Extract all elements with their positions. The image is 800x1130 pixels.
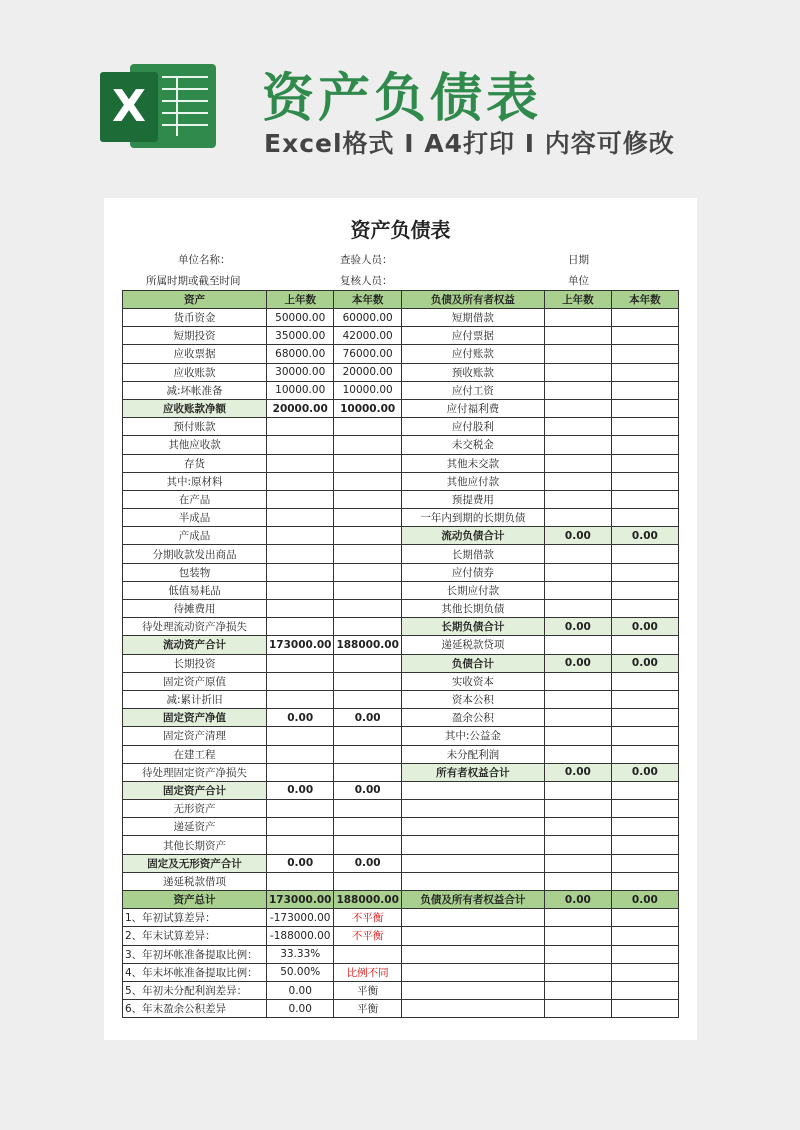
table-cell[interactable]: 递延资产 [123, 818, 267, 836]
table-cell[interactable]: 0.00 [267, 709, 334, 727]
table-cell[interactable]: 流动负债合计 [401, 527, 544, 545]
table-cell[interactable]: 应收账款 [123, 363, 267, 381]
table-cell[interactable] [544, 472, 611, 490]
table-cell[interactable]: 预提费用 [401, 490, 544, 508]
table-cell[interactable]: 0.00 [611, 618, 678, 636]
table-cell[interactable]: 0.00 [334, 854, 401, 872]
table-row [123, 345, 679, 363]
table-cell[interactable]: 0.00 [267, 781, 334, 799]
table-cell[interactable] [334, 654, 401, 672]
table-cell[interactable] [611, 800, 678, 818]
table-row [123, 399, 679, 417]
table-cell[interactable] [334, 527, 401, 545]
logo-grid-shape [162, 76, 208, 136]
table-row [123, 891, 679, 909]
table-cell[interactable] [544, 581, 611, 599]
table-cell[interactable] [611, 381, 678, 399]
table-cell[interactable] [334, 490, 401, 508]
table-cell[interactable]: 应付票据 [401, 327, 544, 345]
meta-unit-name: 单位名称： [178, 254, 231, 266]
table-cell[interactable] [611, 545, 678, 563]
table-cell[interactable]: 其他长期资产 [123, 836, 267, 854]
table-cell[interactable] [267, 872, 334, 890]
table-cell[interactable] [611, 927, 678, 945]
table-cell[interactable]: 6、年末盈余公积差异 [123, 1000, 267, 1018]
meta-reviewer: 复核人员： [340, 275, 393, 287]
table-cell[interactable] [267, 727, 334, 745]
table-cell[interactable]: 所有者权益合计 [401, 763, 544, 781]
table-cell[interactable] [611, 399, 678, 417]
meta-inspector: 查验人员： [340, 254, 393, 266]
table-cell[interactable]: 应付工资 [401, 381, 544, 399]
table-cell[interactable]: 42000.00 [334, 327, 401, 345]
table-row [123, 872, 679, 890]
table-cell[interactable] [267, 490, 334, 508]
table-cell[interactable] [611, 327, 678, 345]
table-cell[interactable] [544, 436, 611, 454]
table-row [123, 909, 679, 927]
table-cell[interactable] [401, 945, 544, 963]
table-cell[interactable]: 60000.00 [334, 309, 401, 327]
table-cell[interactable]: 长期负债合计 [401, 618, 544, 636]
table-cell[interactable] [611, 709, 678, 727]
table-cell[interactable] [611, 363, 678, 381]
table-cell[interactable]: 0.00 [544, 618, 611, 636]
table-cell[interactable]: 短期借款 [401, 309, 544, 327]
logo-letter: X [100, 72, 158, 142]
table-cell[interactable] [334, 727, 401, 745]
table-cell[interactable]: 无形资产 [123, 800, 267, 818]
table-cell[interactable] [267, 472, 334, 490]
table-cell[interactable]: 0.00 [334, 709, 401, 727]
table-cell[interactable]: 188000.00 [334, 636, 401, 654]
table-cell[interactable] [401, 800, 544, 818]
table-row [123, 636, 679, 654]
table-row [123, 709, 679, 727]
table-cell[interactable]: 50.00% [267, 963, 334, 981]
table-cell[interactable]: 短期投资 [123, 327, 267, 345]
table-cell[interactable]: 0.00 [267, 981, 334, 999]
table-row [123, 818, 679, 836]
table-cell[interactable] [611, 981, 678, 999]
table-cell[interactable]: 存货 [123, 454, 267, 472]
spreadsheet-page [104, 198, 697, 1040]
table-cell[interactable] [544, 327, 611, 345]
table-cell[interactable] [611, 690, 678, 708]
table-cell[interactable]: 减:坏帐准备 [123, 381, 267, 399]
table-cell[interactable]: 0.00 [334, 781, 401, 799]
table-cell[interactable] [611, 963, 678, 981]
table-cell[interactable]: 待摊费用 [123, 600, 267, 618]
table-cell[interactable] [401, 909, 544, 927]
table-cell[interactable] [611, 600, 678, 618]
header-cell: 本年数 [334, 291, 401, 309]
table-row [123, 418, 679, 436]
table-cell[interactable] [611, 490, 678, 508]
table-cell[interactable] [334, 545, 401, 563]
table-cell[interactable]: 0.00 [611, 527, 678, 545]
table-cell[interactable] [267, 563, 334, 581]
table-cell[interactable] [611, 636, 678, 654]
table-cell[interactable]: 173000.00 [267, 891, 334, 909]
header-cell: 资产 [123, 291, 267, 309]
table-cell[interactable] [611, 872, 678, 890]
table-cell[interactable] [267, 600, 334, 618]
table-cell[interactable]: 流动资产合计 [123, 636, 267, 654]
table-cell[interactable] [611, 345, 678, 363]
table-cell[interactable] [334, 563, 401, 581]
table-cell[interactable] [544, 781, 611, 799]
table-cell[interactable]: 173000.00 [267, 636, 334, 654]
table-cell[interactable]: 10000.00 [334, 399, 401, 417]
table-cell[interactable] [401, 854, 544, 872]
table-cell[interactable]: 其他应付款 [401, 472, 544, 490]
table-cell[interactable] [267, 818, 334, 836]
table-cell[interactable] [544, 563, 611, 581]
table-cell[interactable] [611, 745, 678, 763]
table-cell[interactable]: 平衡 [334, 981, 401, 999]
table-cell[interactable] [544, 709, 611, 727]
table-cell[interactable] [401, 963, 544, 981]
table-row [123, 672, 679, 690]
table-cell[interactable] [611, 472, 678, 490]
table-cell[interactable]: 长期应付款 [401, 581, 544, 599]
table-cell[interactable] [267, 418, 334, 436]
table-cell[interactable]: 0.00 [544, 891, 611, 909]
table-cell[interactable]: 其他未交款 [401, 454, 544, 472]
table-cell[interactable]: 其他应收款 [123, 436, 267, 454]
table-cell[interactable] [544, 690, 611, 708]
table-cell[interactable]: 4、年末坏帐准备提取比例： [123, 963, 267, 981]
table-cell[interactable] [334, 600, 401, 618]
table-cell[interactable]: 待处理固定资产净损失 [123, 763, 267, 781]
table-cell[interactable] [544, 600, 611, 618]
table-cell[interactable]: 5、年初未分配利润差异： [123, 981, 267, 999]
table-cell[interactable] [544, 727, 611, 745]
table-row [123, 854, 679, 872]
table-cell[interactable] [544, 945, 611, 963]
table-header-row [123, 291, 679, 309]
table-cell[interactable]: 分期收款发出商品 [123, 545, 267, 563]
table-cell[interactable] [544, 381, 611, 399]
table-cell[interactable] [334, 581, 401, 599]
table-cell[interactable] [544, 909, 611, 927]
table-row [123, 545, 679, 563]
table-cell[interactable] [334, 436, 401, 454]
table-cell[interactable] [611, 781, 678, 799]
table-cell[interactable] [334, 872, 401, 890]
table-row [123, 745, 679, 763]
table-cell[interactable] [334, 836, 401, 854]
table-cell[interactable]: 应收票据 [123, 345, 267, 363]
header-cell: 上年数 [267, 291, 334, 309]
table-cell[interactable]: 预收账款 [401, 363, 544, 381]
table-cell[interactable] [611, 309, 678, 327]
table-cell[interactable] [334, 454, 401, 472]
table-cell[interactable] [544, 636, 611, 654]
table-row [123, 563, 679, 581]
table-cell[interactable] [611, 909, 678, 927]
table-cell[interactable] [611, 1000, 678, 1018]
table-cell[interactable]: 不平衡 [334, 909, 401, 927]
table-cell[interactable] [401, 927, 544, 945]
banner-subtitle: Excel格式 Ⅰ A4打印 Ⅰ 内容可修改 [264, 129, 675, 158]
table-row [123, 727, 679, 745]
table-cell[interactable]: 低值易耗品 [123, 581, 267, 599]
table-cell[interactable] [611, 509, 678, 527]
table-cell[interactable] [544, 345, 611, 363]
table-cell[interactable] [267, 654, 334, 672]
table-cell[interactable]: 应收账款净额 [123, 399, 267, 417]
table-cell[interactable] [267, 690, 334, 708]
table-cell[interactable]: 188000.00 [334, 891, 401, 909]
sheet-title: 资产负债表 [350, 218, 451, 242]
table-cell[interactable]: 待处理流动资产净损失 [123, 618, 267, 636]
table-cell[interactable]: 应付福利费 [401, 399, 544, 417]
table-row [123, 981, 679, 999]
table-cell[interactable] [267, 836, 334, 854]
table-cell[interactable] [267, 763, 334, 781]
table-cell[interactable] [544, 672, 611, 690]
table-row [123, 927, 679, 945]
table-cell[interactable]: 35000.00 [267, 327, 334, 345]
table-cell[interactable]: 33.33% [267, 945, 334, 963]
table-row [123, 490, 679, 508]
table-cell[interactable] [544, 800, 611, 818]
table-cell[interactable]: 在建工程 [123, 745, 267, 763]
table-row [123, 781, 679, 799]
table-cell[interactable]: 产成品 [123, 527, 267, 545]
table-cell[interactable]: 预付账款 [123, 418, 267, 436]
table-cell[interactable]: 负债合计 [401, 654, 544, 672]
table-cell[interactable]: 长期借款 [401, 545, 544, 563]
table-cell[interactable]: 固定资产净值 [123, 709, 267, 727]
table-cell[interactable] [611, 581, 678, 599]
table-cell[interactable] [611, 945, 678, 963]
table-cell[interactable]: 3、年初坏帐准备提取比例： [123, 945, 267, 963]
table-cell[interactable]: 固定资产原值 [123, 672, 267, 690]
table-cell[interactable] [611, 672, 678, 690]
table-cell[interactable]: 2、年末试算差异： [123, 927, 267, 945]
table-cell[interactable] [334, 763, 401, 781]
table-cell[interactable]: 10000.00 [334, 381, 401, 399]
table-cell[interactable]: 68000.00 [267, 345, 334, 363]
table-cell[interactable] [544, 509, 611, 527]
table-cell[interactable]: 实收资本 [401, 672, 544, 690]
excel-logo-icon [100, 58, 218, 154]
meta-period: 所属时期或截至时间 [146, 275, 241, 287]
table-row [123, 836, 679, 854]
table-cell[interactable] [267, 527, 334, 545]
table-cell[interactable]: 固定及无形资产合计 [123, 854, 267, 872]
table-cell[interactable]: 其中:公益金 [401, 727, 544, 745]
table-cell[interactable] [544, 854, 611, 872]
table-cell[interactable] [334, 418, 401, 436]
table-cell[interactable] [267, 745, 334, 763]
table-cell[interactable]: 平衡 [334, 1000, 401, 1018]
table-cell[interactable] [267, 618, 334, 636]
table-cell[interactable]: 长期投资 [123, 654, 267, 672]
table-row [123, 581, 679, 599]
table-cell[interactable]: 固定资产合计 [123, 781, 267, 799]
table-cell[interactable] [401, 818, 544, 836]
table-cell[interactable] [544, 490, 611, 508]
table-cell[interactable] [267, 800, 334, 818]
table-cell[interactable] [611, 836, 678, 854]
table-row [123, 600, 679, 618]
table-cell[interactable]: -173000.00 [267, 909, 334, 927]
table-cell[interactable]: 50000.00 [267, 309, 334, 327]
table-cell[interactable]: 30000.00 [267, 363, 334, 381]
table-cell[interactable] [401, 872, 544, 890]
meta-date: 日期 [568, 254, 589, 266]
table-cell[interactable] [611, 436, 678, 454]
table-cell[interactable] [334, 672, 401, 690]
table-row [123, 690, 679, 708]
table-cell[interactable] [334, 818, 401, 836]
table-row [123, 800, 679, 818]
table-cell[interactable]: 在产品 [123, 490, 267, 508]
banner-title: 资产负债表 [262, 69, 543, 129]
table-cell[interactable] [334, 618, 401, 636]
table-cell[interactable] [544, 872, 611, 890]
table-cell[interactable] [267, 454, 334, 472]
table-row [123, 945, 679, 963]
table-cell[interactable]: 半成品 [123, 509, 267, 527]
balance-sheet-table [122, 290, 679, 1018]
table-cell[interactable]: 1、年初试算差异： [123, 909, 267, 927]
table-cell[interactable]: 负债及所有者权益合计 [401, 891, 544, 909]
table-row [123, 963, 679, 981]
table-cell[interactable] [611, 854, 678, 872]
table-cell[interactable]: 资产总计 [123, 891, 267, 909]
table-cell[interactable] [334, 690, 401, 708]
table-row [123, 763, 679, 781]
table-cell[interactable] [544, 309, 611, 327]
table-cell[interactable] [544, 418, 611, 436]
table-cell[interactable]: 其中:原材料 [123, 472, 267, 490]
table-cell[interactable]: 未分配利润 [401, 745, 544, 763]
table-cell[interactable]: 未交税金 [401, 436, 544, 454]
table-cell[interactable]: 包装物 [123, 563, 267, 581]
table-row [123, 381, 679, 399]
table-cell[interactable] [401, 1000, 544, 1018]
table-cell[interactable] [544, 981, 611, 999]
table-cell[interactable] [611, 454, 678, 472]
table-cell[interactable]: 比例不同 [334, 963, 401, 981]
table-cell[interactable] [334, 472, 401, 490]
table-cell[interactable]: 0.00 [267, 1000, 334, 1018]
table-cell[interactable] [544, 745, 611, 763]
table-cell[interactable]: 0.00 [611, 763, 678, 781]
table-row [123, 309, 679, 327]
table-cell[interactable] [544, 399, 611, 417]
table-row [123, 363, 679, 381]
table-cell[interactable]: 应付股利 [401, 418, 544, 436]
table-cell[interactable]: 0.00 [611, 891, 678, 909]
table-cell[interactable]: 盈余公积 [401, 709, 544, 727]
table-cell[interactable] [544, 1000, 611, 1018]
table-cell[interactable] [611, 418, 678, 436]
table-cell[interactable] [267, 581, 334, 599]
table-cell[interactable]: 20000.00 [334, 363, 401, 381]
table-row [123, 618, 679, 636]
table-cell[interactable]: 货币资金 [123, 309, 267, 327]
table-cell[interactable]: 应付账款 [401, 345, 544, 363]
table-cell[interactable]: 0.00 [267, 854, 334, 872]
table-cell[interactable]: 递延税款借项 [123, 872, 267, 890]
header-cell: 负债及所有者权益 [401, 291, 544, 309]
table-cell[interactable]: 20000.00 [267, 399, 334, 417]
header-cell: 本年数 [611, 291, 678, 309]
table-cell[interactable]: 0.00 [544, 654, 611, 672]
table-cell[interactable]: 资本公积 [401, 690, 544, 708]
table-row [123, 472, 679, 490]
table-cell[interactable]: 0.00 [544, 763, 611, 781]
table-cell[interactable]: 0.00 [611, 654, 678, 672]
meta-unit: 单位 [568, 275, 589, 287]
table-row [123, 654, 679, 672]
table-cell[interactable] [401, 781, 544, 799]
table-cell[interactable] [334, 509, 401, 527]
table-cell[interactable]: -188000.00 [267, 927, 334, 945]
table-cell[interactable] [544, 545, 611, 563]
table-cell[interactable] [267, 545, 334, 563]
table-cell[interactable]: 递延税款贷项 [401, 636, 544, 654]
table-cell[interactable]: 不平衡 [334, 927, 401, 945]
table-cell[interactable]: 应付债券 [401, 563, 544, 581]
table-cell[interactable]: 一年内到期的长期负债 [401, 509, 544, 527]
table-cell[interactable] [544, 363, 611, 381]
table-cell[interactable] [544, 454, 611, 472]
table-cell[interactable] [401, 981, 544, 999]
table-row [123, 509, 679, 527]
table-cell[interactable] [267, 436, 334, 454]
table-row [123, 527, 679, 545]
table-cell[interactable]: 其他长期负债 [401, 600, 544, 618]
table-row [123, 436, 679, 454]
table-row [123, 1000, 679, 1018]
table-cell[interactable] [611, 727, 678, 745]
table-cell[interactable] [334, 800, 401, 818]
table-cell[interactable]: 减:累计折旧 [123, 690, 267, 708]
table-cell[interactable] [544, 963, 611, 981]
table-cell[interactable] [401, 836, 544, 854]
table-cell[interactable] [544, 836, 611, 854]
table-row [123, 454, 679, 472]
table-cell[interactable]: 0.00 [544, 527, 611, 545]
table-cell[interactable] [267, 509, 334, 527]
table-cell[interactable]: 76000.00 [334, 345, 401, 363]
table-cell[interactable] [267, 672, 334, 690]
table-cell[interactable] [544, 818, 611, 836]
table-cell[interactable]: 固定资产清理 [123, 727, 267, 745]
table-cell[interactable] [334, 945, 401, 963]
table-row [123, 327, 679, 345]
header-cell: 上年数 [544, 291, 611, 309]
table-cell[interactable] [611, 818, 678, 836]
table-cell[interactable]: 10000.00 [267, 381, 334, 399]
table-cell[interactable] [334, 745, 401, 763]
table-cell[interactable] [611, 563, 678, 581]
table-cell[interactable] [544, 927, 611, 945]
